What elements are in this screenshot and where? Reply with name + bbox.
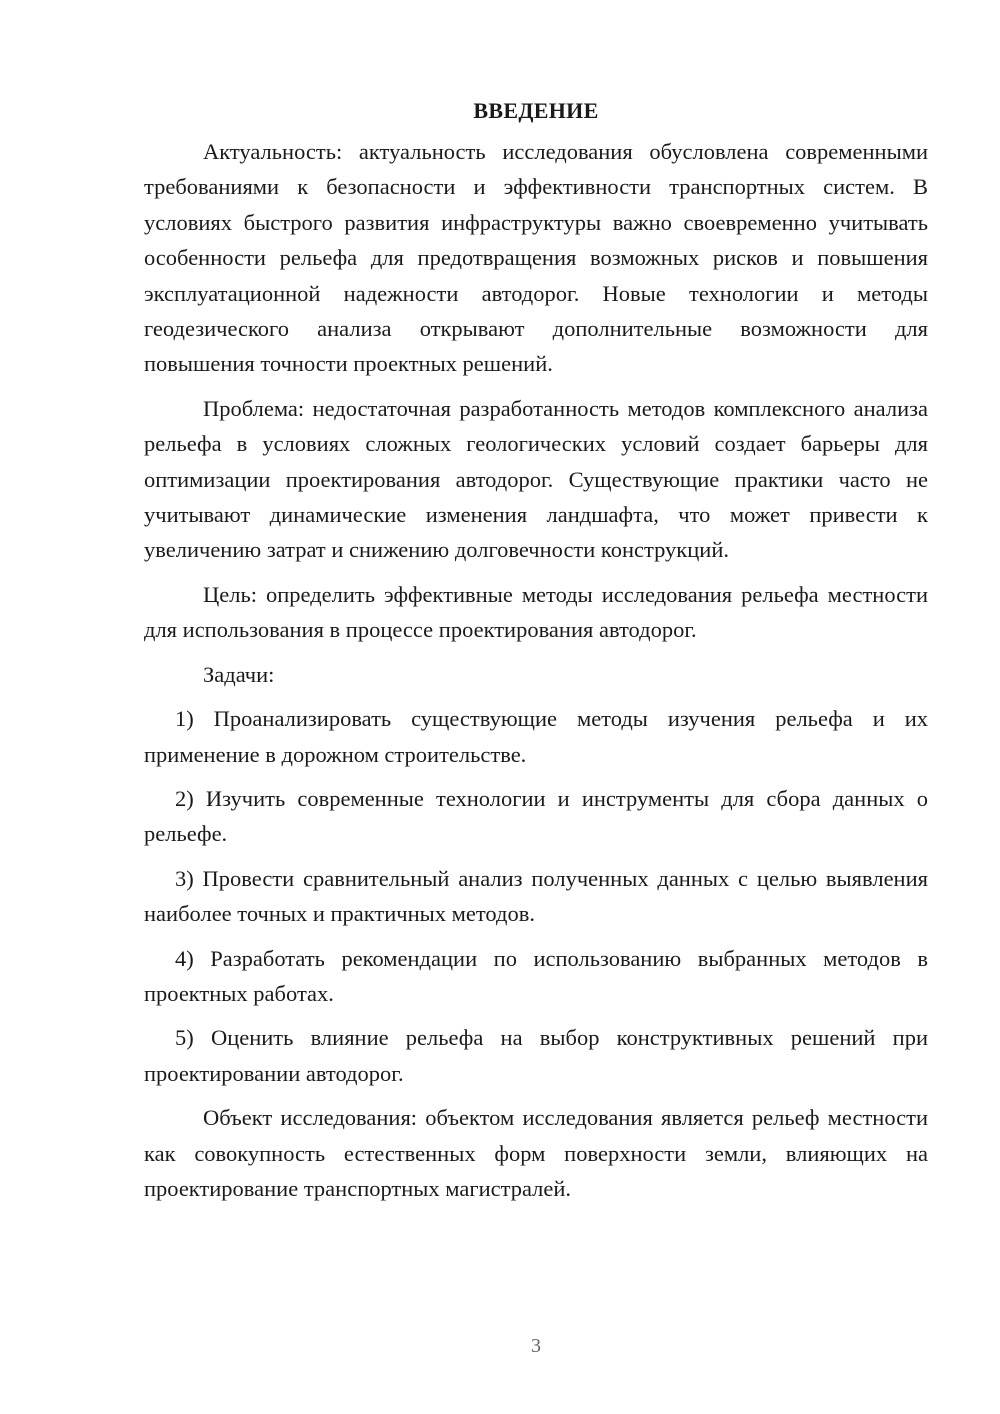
tasks-label: Задачи: xyxy=(203,661,275,687)
document-body xyxy=(144,96,928,1206)
object-paragraph: Объект исследования: объектом исследования является рельеф местности как совокупность естественных форм поверхности земли, влияющих на проектирование транспортных магистралей. xyxy=(144,1105,928,1201)
problem-paragraph: Проблема: недостаточная разработанность методов комплексного анализа рельефа в условиях сложных геологических условий создает барьеры для оптимизации проектирования автодорог. Существующие практики часто не учитывают динамические изменения ландшафта, что может привести к увеличению затрат и снижению долговечности конструкций. xyxy=(144,395,928,563)
task-item: 3) Провести сравнительный анализ полученных данных с целью выявления наиболее точных и практичных методов. xyxy=(144,865,928,927)
section-heading: ВВЕДЕНИЕ xyxy=(473,98,599,123)
task-item: 1) Проанализировать существующие методы изучения рельефа и их применение в дорожном строительстве. xyxy=(144,706,928,767)
task-item: 4) Разработать рекомендации по использованию выбранных методов в проектных работах. xyxy=(144,945,928,1006)
relevance-paragraph: Актуальность: актуальность исследования обусловлена современными требованиями к безопасности и эффективности транспортных систем. В условиях быстрого развития инфраструктуры важно своевременно учитывать особенности рельефа для предотвращения возможных рисков и повышения эксплуатационной надежности автодорог. Новые технологии и методы геодезического анализа открывают дополнительные возможности для повышения точности проектных решений. xyxy=(144,139,928,377)
task-item: 5) Оценить влияние рельефа на выбор конструктивных решений при проектировании автодорог. xyxy=(144,1025,928,1086)
task-item: 2) Изучить современные технологии и инструменты для сбора данных о рельефе. xyxy=(144,785,928,847)
page-number: 3 xyxy=(531,1335,541,1357)
goal-paragraph: Цель: определить эффективные методы исследования рельефа местности для использования в процессе проектирования автодорог. xyxy=(144,581,928,643)
